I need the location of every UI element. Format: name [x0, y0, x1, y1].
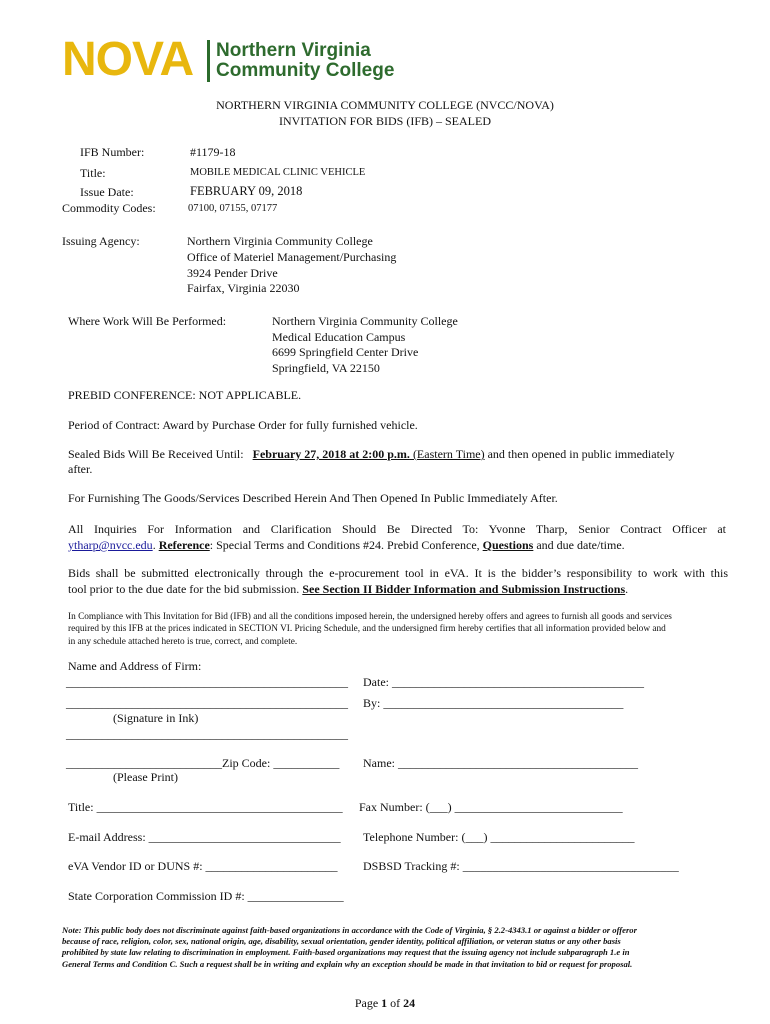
questions-label: Questions: [482, 538, 534, 552]
issuing-agency-address: [187, 234, 396, 297]
email-field[interactable]: E-mail Address: ________________________________: [68, 830, 341, 844]
work-line: Springfield, VA 22150: [272, 360, 380, 375]
name-field[interactable]: Name: ________________________________________: [363, 756, 638, 770]
contact-email-link[interactable]: ytharp@nvcc.edu: [68, 538, 153, 552]
signature-caption: (Signature in Ink): [113, 711, 199, 725]
issuing-agency-label: Issuing Agency:: [62, 234, 140, 248]
ifb-number-label: IFB Number:: [80, 145, 145, 159]
firm-line-2[interactable]: _______________________________________________: [66, 696, 348, 710]
note-line: Note: This public body does not discriminate against faith-based organizations in accordance with the Code of Virginia, § 2.2-4343.1 or against a bidder or offeror: [62, 925, 637, 935]
compliance-line: in any schedule attached hereto is true, correct, and complete.: [68, 636, 298, 647]
dsbsd-tracking-field[interactable]: DSBSD Tracking #: ____________________________________: [363, 859, 679, 873]
logo-college-name: [216, 41, 394, 81]
bids-text: Bids shall be submitted electronically through the e-procurement tool in eVA. It is the bidder’s responsibility to work with this: [68, 566, 728, 580]
issue-date-value: FEBRUARY 09, 2018: [190, 184, 303, 198]
see-section-ii: See Section II Bidder Information and Submission Instructions: [302, 581, 626, 596]
note-line: because of race, religion, color, sex, national origin, age, disability, sexual orientation, gender identity, political affiliation, or veteran status or any other basis: [62, 936, 621, 947]
work-line: Medical Education Campus: [272, 329, 406, 344]
note-line: General Terms and Condition C. Such a request shall be in writing and explain why an exception should be made in that invitation to bid or request for proposal.: [62, 958, 633, 969]
header-line-1: NORTHERN VIRGINIA COMMUNITY COLLEGE (NVCC/NOVA): [216, 98, 554, 112]
total-pages: 24: [403, 996, 416, 1010]
compliance-statement: [68, 611, 730, 648]
name-address-label: Name and Address of Firm:: [68, 659, 202, 673]
non-discrimination-note: [62, 925, 730, 970]
compliance-line: required by this IFB at the prices indicated in SECTION VI. Pricing Schedule, and the undersigned firm hereby certifies that all information provided below and: [68, 624, 666, 635]
inquiries-text-2: : Special Terms and Conditions #24. Prebid Conference,: [209, 538, 483, 552]
reference-label: Reference: [158, 538, 210, 552]
page-number: [0, 996, 770, 1011]
prebid-conference: PREBID CONFERENCE: NOT APPLICABLE.: [68, 388, 302, 402]
sealed-bids-text-2: and then opened in public immediately: [484, 447, 675, 461]
commodity-label: Commodity Codes:: [62, 201, 156, 215]
title-label: Title:: [80, 166, 106, 180]
logo-line-2: Community College: [216, 60, 395, 81]
scc-id-field[interactable]: State Corporation Commission ID #: ________________: [68, 889, 344, 903]
inquiries-paragraph: [68, 521, 726, 553]
commodity-value: 07100, 07155, 07177: [188, 203, 278, 214]
logo-divider: [207, 40, 210, 82]
work-line: Northern Virginia Community College: [272, 314, 458, 328]
by-signature-field[interactable]: By: ________________________________________: [363, 696, 624, 710]
please-print-caption: (Please Print): [113, 770, 178, 784]
header-line-2: INVITATION FOR BIDS (IFB) – SEALED: [278, 114, 492, 128]
bids-submission-paragraph: [68, 566, 728, 597]
date-field[interactable]: Date: __________________________________________: [363, 675, 644, 689]
compliance-line: In Compliance with This Invitation for Bid (IFB) and all the conditions imposed herein, the undersigned hereby offers and agrees to furnish all goods and services: [68, 612, 672, 622]
inquiries-sep: .: [152, 538, 159, 552]
firm-line-1[interactable]: _______________________________________________: [66, 675, 348, 689]
sealed-bids-paragraph: [68, 447, 728, 477]
bids-text-3: .: [625, 581, 629, 596]
nova-logo-wordmark: NOVA: [62, 33, 194, 86]
furnishing-statement: For Furnishing The Goods/Services Described Herein And Then Opened In Public Immediately After.: [68, 491, 558, 505]
zip-code-field[interactable]: __________________________Zip Code: ___________: [66, 756, 340, 770]
current-page: 1: [381, 996, 388, 1010]
inquiries-text-3: and due date/time.: [533, 538, 625, 552]
title-value: MOBILE MEDICAL CLINIC VEHICLE: [190, 167, 366, 178]
ifb-number-value: #1179-18: [190, 145, 236, 159]
work-line: 6699 Springfield Center Drive: [272, 345, 419, 359]
agency-line: 3924 Pender Drive: [187, 265, 278, 280]
page-word: Page: [354, 996, 382, 1010]
bids-text-2: tool prior to the due date for the bid submission.: [68, 581, 303, 596]
of-word: of: [387, 996, 404, 1010]
work-location-label: Where Work Will Be Performed:: [68, 314, 227, 328]
title-field[interactable]: Title: _________________________________________: [68, 800, 343, 814]
timezone: (Eastern Time): [409, 447, 485, 461]
due-date: February 27, 2018 at 2:00 p.m.: [252, 447, 410, 461]
eva-vendor-id-field[interactable]: eVA Vendor ID or DUNS #: ______________________: [68, 859, 338, 873]
agency-line: Office of Materiel Management/Purchasing: [187, 249, 397, 264]
firm-line-3[interactable]: _______________________________________________: [66, 727, 348, 741]
logo-line-1: Northern Virginia: [216, 40, 371, 61]
telephone-field[interactable]: Telephone Number: (___) ________________________: [363, 830, 635, 844]
sealed-bids-text: Sealed Bids Will Be Received Until:: [68, 447, 244, 461]
sealed-bids-text-3: after.: [68, 462, 93, 476]
agency-line: Fairfax, Virginia 22030: [187, 281, 300, 296]
note-line: prohibited by state law relating to discrimination in employment. Faith-based organizations may request that the issuing agency not include subparagraph 1.e in: [62, 947, 630, 958]
period-of-contract: Period of Contract: Award by Purchase Order for fully furnished vehicle.: [68, 418, 418, 432]
work-location-address: [272, 314, 458, 376]
fax-number-field[interactable]: Fax Number: (___) ____________________________: [359, 800, 623, 814]
inquiries-text: All Inquiries For Information and Clarification Should Be Directed To: Yvonne Tharp, Senior Contract Officer at: [68, 522, 726, 536]
issue-date-label: Issue Date:: [80, 185, 134, 199]
agency-line: Northern Virginia Community College: [187, 234, 373, 248]
